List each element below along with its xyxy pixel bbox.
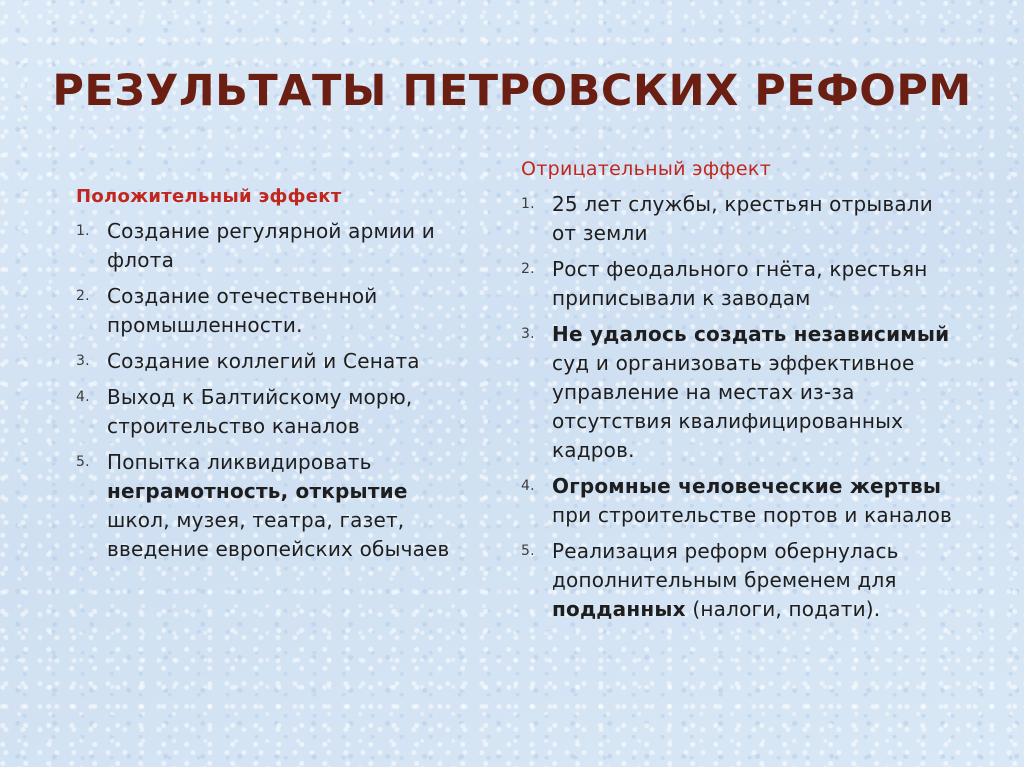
item-text-emphasis: Огромные человеческие жертвы <box>552 474 942 498</box>
item-text: школ, музея, театра, газет, введение европейских обычаев <box>107 508 450 561</box>
negative-effects-column <box>521 158 961 631</box>
page-title: РЕЗУЛЬТАТЫ ПЕТРОВСКИХ РЕФОРМ <box>52 66 972 116</box>
item-text: при строительстве портов и каналов <box>552 503 952 527</box>
list-number: 1. <box>521 196 535 212</box>
positive-effects-heading: Положительный эффект <box>76 186 342 207</box>
positive-effects-column <box>76 186 466 571</box>
negative-item-3 <box>521 320 961 465</box>
item-text-emphasis: Не удалось создать независимый <box>552 322 950 346</box>
item-text: Рост феодального гнёта, крестьян приписывали к заводам <box>552 257 928 310</box>
item-text: Создание регулярной армии и флота <box>107 219 435 272</box>
list-number: 2. <box>76 288 90 304</box>
list-number: 1. <box>76 223 90 239</box>
positive-effects-list <box>76 217 466 564</box>
positive-item-3 <box>76 347 466 376</box>
list-number: 4. <box>521 478 535 494</box>
negative-item-4 <box>521 472 961 530</box>
item-text-emphasis: неграмотность, открытие <box>107 479 408 503</box>
list-number: 5. <box>76 454 90 470</box>
positive-item-4 <box>76 383 466 441</box>
item-text: суд и организовать эффективное управление на местах из-за отсутствия квалифицированных кадров. <box>552 351 915 462</box>
item-text-pre: Попытка ликвидировать <box>107 450 372 474</box>
list-number: 5. <box>521 543 535 559</box>
negative-item-1 <box>521 190 961 248</box>
positive-item-5 <box>76 448 466 564</box>
list-number: 4. <box>76 389 90 405</box>
item-text: Создание коллегий и Сената <box>107 349 420 373</box>
item-text-emphasis: подданных <box>552 597 686 621</box>
negative-item-5 <box>521 537 961 624</box>
negative-effects-list <box>521 190 961 624</box>
item-text: Выход к Балтийскому морю, строительство каналов <box>107 385 413 438</box>
item-text: Создание отечественной промышленности. <box>107 284 378 337</box>
positive-item-2 <box>76 282 466 340</box>
negative-item-2 <box>521 255 961 313</box>
list-number: 2. <box>521 261 535 277</box>
item-text: 25 лет службы, крестьян отрывали от земли <box>552 192 933 245</box>
item-text: (налоги, подати). <box>685 597 881 621</box>
positive-item-1 <box>76 217 466 275</box>
item-text-pre: Реализация реформ обернулась дополнительным бременем для <box>552 539 899 592</box>
list-number: 3. <box>76 353 90 369</box>
list-number: 3. <box>521 326 535 342</box>
negative-effects-heading: Отрицательный эффект <box>521 158 772 180</box>
